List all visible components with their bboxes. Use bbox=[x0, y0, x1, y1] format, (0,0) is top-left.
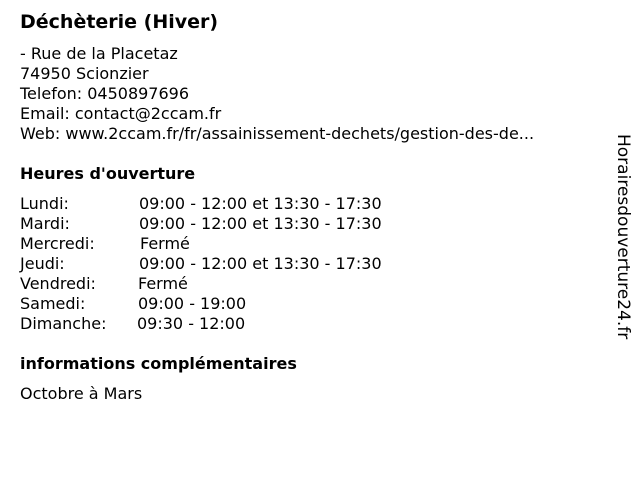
hours-row-monday bbox=[20, 194, 440, 214]
hours-row-friday bbox=[20, 274, 440, 294]
time-value: 09:00 - 19:00 bbox=[138, 294, 247, 313]
hours-row-sunday bbox=[20, 314, 440, 334]
info-heading: informations complémentaires bbox=[20, 354, 297, 373]
page-title: Déchèterie (Hiver) bbox=[20, 11, 219, 33]
street-line: - Rue de la Placetaz bbox=[20, 44, 178, 63]
day-label: Mercredi: bbox=[20, 234, 95, 253]
time-value: 09:00 - 12:00 et 13:30 - 17:30 bbox=[139, 194, 382, 213]
day-label: Dimanche: bbox=[20, 314, 107, 333]
address-block bbox=[20, 44, 534, 144]
hours-row-wednesday bbox=[20, 234, 440, 254]
hours-table bbox=[20, 194, 440, 334]
time-value: Fermé bbox=[140, 234, 190, 253]
day-label: Lundi: bbox=[20, 194, 69, 213]
brand-watermark bbox=[612, 134, 632, 370]
time-value: 09:00 - 12:00 et 13:30 - 17:30 bbox=[139, 214, 382, 233]
time-value: Fermé bbox=[138, 274, 188, 293]
day-label: Mardi: bbox=[20, 214, 70, 233]
city-line: 74950 Scionzier bbox=[20, 64, 149, 83]
brand-watermark-text: Horairesdouverture24.fr bbox=[613, 134, 633, 340]
day-label: Vendredi: bbox=[20, 274, 96, 293]
hours-row-tuesday bbox=[20, 214, 440, 234]
time-value: 09:00 - 12:00 et 13:30 - 17:30 bbox=[139, 254, 382, 273]
time-value: 09:30 - 12:00 bbox=[137, 314, 246, 333]
email-line: Email: contact@2ccam.fr bbox=[20, 104, 222, 123]
day-label: Samedi: bbox=[20, 294, 86, 313]
hours-row-saturday bbox=[20, 294, 440, 314]
web-line: Web: www.2ccam.fr/fr/assainissement-dechets/gestion-des-de... bbox=[20, 124, 535, 143]
day-label: Jeudi: bbox=[20, 254, 65, 273]
phone-line: Telefon: 0450897696 bbox=[20, 84, 190, 103]
info-text: Octobre à Mars bbox=[20, 384, 143, 403]
hours-heading: Heures d'ouverture bbox=[20, 164, 196, 183]
hours-row-thursday bbox=[20, 254, 440, 274]
